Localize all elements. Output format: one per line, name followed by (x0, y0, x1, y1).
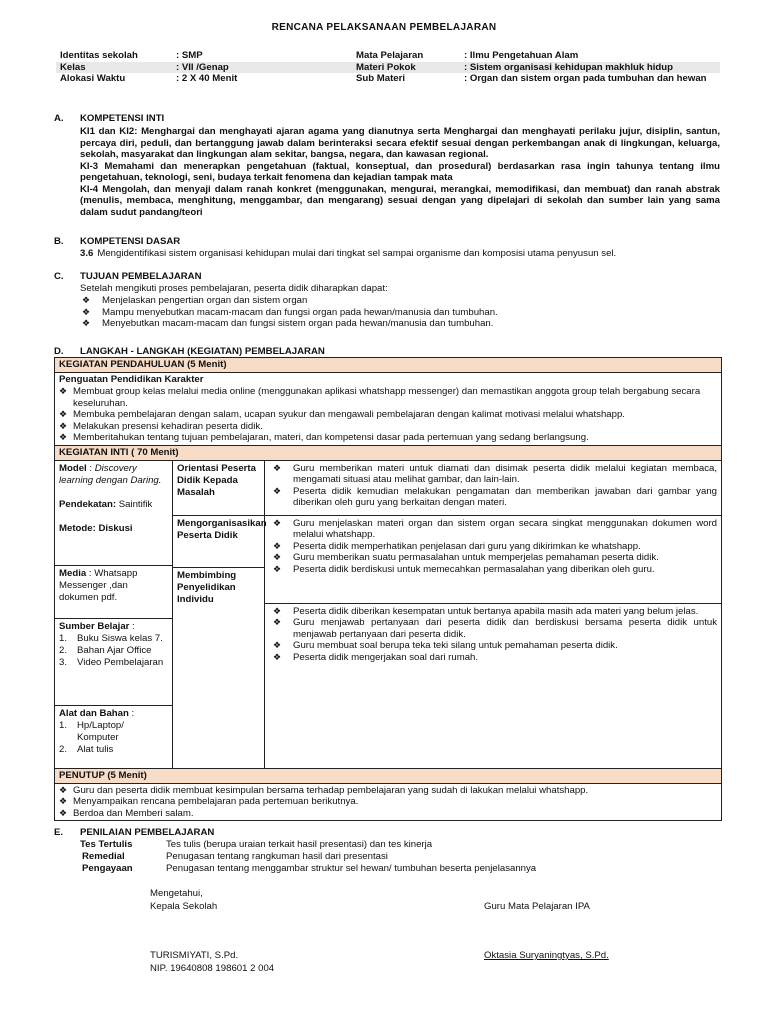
identity-value: : Ilmu Pengetahuan Alam (464, 50, 579, 61)
pendahuluan-subtitle: Penguatan Pendidikan Karakter (59, 374, 204, 385)
diamond-bullet-icon: ❖ (59, 807, 68, 818)
inti-left-column (55, 461, 173, 768)
media-value: Whatsapp Messenger ,dan dokumen pdf. (59, 567, 138, 603)
diamond-bullet-icon: ❖ (273, 605, 282, 616)
section-heading (54, 113, 720, 125)
diamond-bullet-icon: ❖ (59, 432, 68, 442)
list-item: ❖ Mampu menyebutkan macam-macam dan fungsi organ pada hewan/manusia dan tumbuhan. (82, 306, 498, 318)
media-cell: Media : Whatsapp Messenger ,dan dokumen pdf. (55, 565, 172, 618)
table-row: Tes Tertulis Tes tulis (berupa uraian terkait hasil presentasi) dan tes kinerja (80, 839, 433, 850)
sumber-label: Sumber Belajar (59, 620, 130, 632)
sign-kepala-name: TURISMIYATI, S.Pd. (150, 950, 239, 961)
activity-membimbing (265, 603, 721, 666)
sign-guru-name: Oktasia Suryaningtyas, S.Pd. (484, 950, 609, 961)
list-item: ❖ Peserta didik kemudian melakukan pengamatan dan memberikan jawaban dari gambar yang diberikan oleh guru yang berkaitan dengan materi. (273, 485, 717, 508)
penutup-header: PENUTUP (5 Menit) (55, 769, 721, 784)
stage-membimbing: Membimbing Penyelidikan Individu (173, 567, 264, 608)
section-letter: D. (54, 346, 64, 357)
identity-value: : Organ dan sistem organ pada tumbuhan dan hewan (464, 73, 707, 84)
kd-text: Mengidentifikasi sistem organisasi kehidupan mulai dari tingkat sel sampai organisme dan komposisi utama penyusun sel. (97, 248, 617, 259)
section-heading (54, 236, 720, 248)
identity-key: Kelas (56, 62, 172, 74)
section-letter: E. (54, 827, 64, 838)
identity-key: Mata Pelajaran (356, 50, 424, 61)
activity-mengorganisasikan (265, 515, 721, 603)
identity-key: Sub Materi (356, 73, 406, 84)
diamond-bullet-icon: ❖ (59, 420, 68, 431)
list-item: 3. Video Pembelajaran (59, 656, 164, 668)
list-item: ❖ Guru menjelaskan materi organ dan sistem organ secara singkat menggunakan dokumen word melalui whatshapp. (273, 517, 717, 540)
section-title: LANGKAH - LANGKAH (KEGIATAN) PEMBELAJARAN (80, 346, 325, 357)
list-item: ❖ Menyebutkan macam-macam dan fungsi sistem organ pada hewan/manusia dan tumbuhan. (82, 318, 494, 329)
kegiatan-table (54, 357, 722, 821)
identity-row (56, 62, 720, 74)
diamond-bullet-icon: ❖ (59, 796, 68, 806)
list-item: 2. Bahan Ajar Office (59, 644, 152, 656)
sign-mengetahui: Mengetahui, (150, 888, 203, 899)
table-row: Pengayaan Penugasan tentang menggambar struktur sel hewan/ tumbuhan beserta penjelasannya (82, 863, 537, 874)
list-item: ❖ Membuka pembelajaran dengan salam, ucapan syukur dan mengawali pembelajaran dengan kalimat motivasi melalui whatshapp. (59, 409, 625, 420)
diamond-bullet-icon: ❖ (59, 409, 68, 419)
diamond-bullet-icon: ❖ (273, 651, 282, 662)
list-item: ❖ Berdoa dan Memberi salam. (59, 807, 194, 819)
media-label: Media (59, 567, 87, 579)
penutup-body (55, 784, 721, 821)
list-item: ❖ Membuat group kelas melalui media online (menggunakan aplikasi whatshapp messenger) dan memastikan anggota group telah bergabung secara keseluruhan. (59, 386, 701, 409)
list-item: ❖ Memberitahukan tentang tujuan pembelajaran, materi, dan kompetensi dasar pada pertemuan yang sedang berlangsung. (59, 432, 589, 443)
list-item: 1. Hp/Laptop/ Komputer (59, 719, 124, 743)
diamond-bullet-icon: ❖ (273, 640, 282, 650)
model-label: Model (59, 462, 87, 474)
table-row: Remedial Penugasan tentang rangkuman hasil dari presentasi (82, 851, 388, 862)
sign-kepala-label: Kepala Sekolah (150, 901, 218, 912)
list-item: ❖ Guru menjawab pertanyaan dari peserta didik dan berdiskusi bersama peserta didik untuk menjawab pertanyaan dari peserta didik. (273, 617, 717, 640)
section-title: KOMPETENSI DASAR (80, 236, 181, 247)
identity-value: : VII /Genap (172, 62, 352, 74)
metode-label: Metode: Diskusi (59, 522, 133, 534)
list-item: 1. Buku Siswa kelas 7. (59, 632, 163, 644)
list-item: ❖ Peserta didik berdiskusi untuk memecahkan permasalahan yang diberikan oleh guru. (273, 563, 655, 575)
list-item: ❖ Guru memberikan suatu permasalahan untuk memperjelas pemahaman peserta didik. (273, 552, 659, 563)
page-title: RENCANA PELAKSANAAN PEMBELAJARAN (271, 22, 497, 33)
inti-activity-column (265, 461, 721, 768)
list-item: ❖ Peserta didik mengerjakan soal dari rumah. (273, 651, 479, 663)
ki-1-2: KI1 dan KI2: Menghargai dan menghayati ajaran agama yang dianutnya serta Menghargai dan menghayati perilaku jujur, disiplin, santun, percaya diri, peduli, dan bertanggung jawab dalam berinteraksi secara efektif sesuai dengan perkembangan anak di lingkungan, keluarga, sekolah, masyarakat dan lingkungan alam sekitar, bangsa, negara, dan kawasan regional. (80, 126, 720, 160)
kd-number: 3.6 (80, 248, 94, 259)
diamond-bullet-icon: ❖ (59, 784, 68, 795)
alat-cell: Alat dan Bahan : 1. Hp/Laptop/ Komputer 2. Alat tulis (55, 705, 172, 768)
section-tujuan (54, 271, 720, 330)
kd-item (54, 248, 720, 260)
section-title: KOMPETENSI INTI (80, 113, 165, 124)
section-heading (54, 827, 720, 839)
inti-header: KEGIATAN INTI ( 70 Menit) (55, 446, 721, 461)
diamond-bullet-icon: ❖ (82, 306, 91, 317)
pendekatan-label: Pendekatan: (59, 498, 117, 510)
tujuan-list (80, 295, 720, 330)
section-kompetensi-dasar (54, 236, 720, 260)
diamond-bullet-icon: ❖ (273, 552, 282, 562)
list-item: ❖ Guru membuat soal berupa teka teki silang untuk pemahaman peserta didik. (273, 640, 618, 651)
section-penilaian (54, 827, 720, 875)
diamond-bullet-icon: ❖ (273, 462, 282, 473)
identity-key: Materi Pokok (352, 62, 460, 74)
inti-grid (55, 461, 721, 769)
list-item: 2. Alat tulis (59, 743, 114, 755)
identity-key: Alokasi Waktu (60, 73, 126, 84)
identity-table (56, 50, 720, 85)
model-value: Discovery learning dengan Daring. (59, 462, 162, 486)
diamond-bullet-icon: ❖ (273, 617, 282, 627)
alat-label: Alat dan Bahan (59, 707, 129, 719)
tujuan-intro: Setelah mengikuti proses pembelajaran, peserta didik diharapkan dapat: (80, 283, 388, 294)
list-item: ❖ Peserta didik diberikan kesempatan untuk bertanya apabila masih ada materi yang belum jelas. (273, 605, 699, 617)
section-letter: B. (54, 236, 64, 247)
section-kompetensi-inti (54, 113, 720, 218)
identity-row (56, 73, 720, 85)
list-item: ❖ Guru dan peserta didik membuat kesimpulan bersama terhadap pembelajaran yang sudah di lakukan melalui whatshapp. (59, 784, 589, 796)
diamond-bullet-icon: ❖ (273, 563, 282, 574)
stage-mengorganisasikan: Mengorganisasikan Peserta Didik (173, 515, 264, 567)
diamond-bullet-icon: ❖ (82, 295, 91, 305)
inti-stage-column (173, 461, 265, 768)
list-item: ❖ Guru memberikan materi untuk diamati dan disimak peserta didik melalui kegiatan membaca, mengamati situasi atau melihat gambar, dan lain-lain. (273, 462, 717, 485)
pendahuluan-header: KEGIATAN PENDAHULUAN (5 Menit) (55, 358, 721, 373)
diamond-bullet-icon: ❖ (59, 386, 68, 396)
penilaian-table (80, 839, 536, 875)
stage-orientasi: Orientasi Peserta Didik Kepada Masalah (177, 462, 256, 498)
ki-3: KI-3 Memahami dan menerapkan pengetahuan (faktual, konseptual, dan prosedural) berdasarkan rasa ingin tahunya tentang ilmu pengetahuan, teknologi, seni, budaya terkait fenomena dan kejadian tampak mata (80, 160, 720, 183)
model-cell: Model : Discovery learning dengan Daring. Pendekatan: Saintifik Metode: Diskusi (55, 461, 172, 565)
activity-orientasi (265, 461, 721, 515)
diamond-bullet-icon: ❖ (273, 485, 282, 496)
pendahuluan-body (55, 373, 721, 446)
list-item: ❖ Melakukan presensi kehadiran peserta didik. (59, 420, 263, 432)
identity-key: Identitas sekolah (60, 50, 138, 61)
identity-value: : Sistem organisasi kehidupan makhluk hidup (460, 62, 720, 74)
pendekatan-value: Saintifik (118, 498, 153, 510)
diamond-bullet-icon: ❖ (273, 517, 282, 528)
identity-row (56, 50, 720, 62)
sign-kepala-nip: NIP. 19640808 198601 2 004 (150, 963, 275, 974)
list-item: ❖ Peserta didik memperhatikan penjelasan dari guru yang dikirimkan ke whatshapp. (273, 540, 641, 552)
identity-value: : 2 X 40 Menit (176, 73, 238, 84)
identity-value: : SMP (176, 50, 203, 61)
section-letter: C. (54, 271, 64, 282)
section-title: TUJUAN PEMBELAJARAN (80, 271, 202, 282)
diamond-bullet-icon: ❖ (82, 318, 91, 328)
section-title: PENILAIAN PEMBELAJARAN (80, 827, 215, 838)
section-letter: A. (54, 113, 64, 124)
list-item: ❖ Menyampaikan rencana pembelajaran pada pertemuan berikutnya. (59, 796, 359, 807)
ki-4: KI-4 Mengolah, dan menyaji dalam ranah konkret (menggunakan, mengurai, merangkai, memodifikasi, dan membuat) dan ranah abstrak (menulis, membaca, menghitung, menggambar, dan mengarang) sesuai dengan yang dipelajari di sekolah dan sumber lain yang sama dalam sudut pandang/teori (80, 183, 720, 218)
list-item: ❖ Menjelaskan pengertian organ dan sistem organ (82, 295, 308, 306)
sign-guru-label: Guru Mata Pelajaran IPA (484, 901, 590, 912)
section-heading (54, 271, 720, 283)
sumber-cell: Sumber Belajar : 1. Buku Siswa kelas 7. 2. Bahan Ajar Office 3. Video Pembelajaran (55, 618, 172, 705)
diamond-bullet-icon: ❖ (273, 540, 282, 551)
